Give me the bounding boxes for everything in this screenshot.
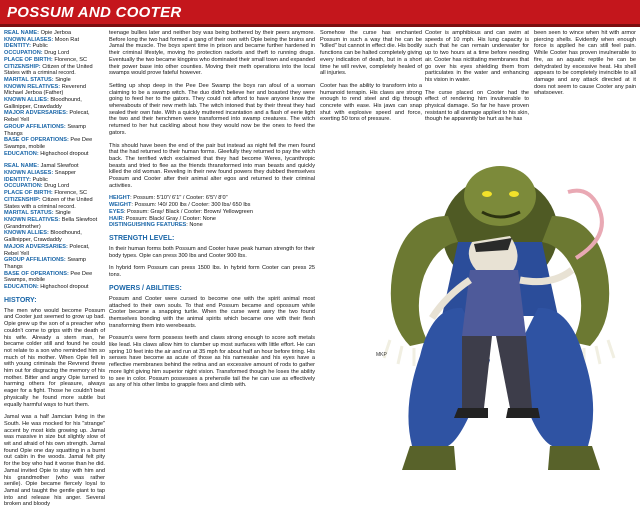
powers-paragraph: Possum's were form possess teeth and claws strong enough to score soft metals like lead. His claws allow him to clamber up most surfaces with little effort. He can spring 10 feet into the air and run at 35 mph for about half an hour before tiring. His senses have become as acute of those as his namesake and his eyes have a reflective membranes behind the retina and an excessive amount of rods to gather more light giving him superior night vision. Transformed though he loses the ability to see in color. Possum possesses a prehensile tail the he can use as effectively as any of his other limbs to grapple foes and climb with. <box>109 335 315 389</box>
profile-row: EDUCATION: Highschool dropout <box>4 284 89 291</box>
profile-row: GROUP AFFILIATIONS: Swamp Thangs <box>4 123 86 137</box>
profile-row: REAL NAME: Jamal Slewfoot <box>4 163 79 170</box>
powers-paragraph: Cooter has the ability to transform into a humanoid terrapin. His claws are strong enough to rend steel and dig through concrete with ease. His jaws can snap shut with explosive speed and force, exerting 50 tons of pressure. <box>320 82 422 123</box>
profile-row: OCCUPATION: Drug Lord <box>4 50 70 57</box>
physical-stats <box>109 195 315 229</box>
profile-row: PLACE OF BIRTH: Florence, SC <box>4 190 88 197</box>
powers-paragraph: Cooter is amphibious and can swim at speeds of 10 mph. His lung capacity is such that he can remain underwater for up to two hours at a time before needing air. Cooter has nictitating membranes that go over his eyes shielding them from particulates in the water and enhancing his vision in water. <box>425 30 529 83</box>
profile-row: GROUP AFFILIATIONS: Swamp Thangs <box>4 257 86 270</box>
history-paragraph: Jamal was a half Jamcian living in the South. He was mocked for his "strange" accent by most kids growing up. Jamal was massive in size but slightly slow of wit and afraid of his own strength. Jamal found Opie one day squatting in a burnt out cabin in the woods. Jamal felt pity for the boy who had it worse than he did. Jamal invited Opie to stay with him and his grandmother (who was rather senile). Opie became fiercely loyal to Jamal and taught the gentle giant to tap into and release his anger. Several broken and bloody <box>4 414 105 508</box>
profile-row: OCCUPATION: Drug Lord <box>4 183 70 190</box>
profile-row: MARITAL STATUS: Single <box>4 76 71 83</box>
profile-row: MAJOR ADVERSARIES: Polecat, Rebel Yell <box>4 110 90 124</box>
column-3 <box>320 30 422 129</box>
cooter-profile <box>4 163 105 290</box>
profile-row: REAL NAME: Opie Jerboa <box>4 30 72 36</box>
history-paragraph: The men who would become Possum and Cooter just seemed to grow up bad. Opie grew up the son of a preacher who couldn't come to grips with the death of his wife. Already a stern man, he became colder still and found he could not relate to a son who reminded him so much of his mother. When Opie fell in with young criminals the Revrend threw him out for disgracing the memory of his mother. Bitter and angry Opie turned to harming others for pleasure, always eager for a fight. Those he couldn't beat physically he found more subtle but equally harmful ways to hurt them. <box>4 307 105 408</box>
history-heading: HISTORY: <box>4 296 37 304</box>
profile-row: KNOWN ALLIES: Bloodhound, Gallinipper, Crawdaddy <box>4 230 82 244</box>
column-5 <box>534 30 636 103</box>
artist-signature: MKP <box>376 352 387 358</box>
powers-heading: POWERS / ABILITIES: <box>109 284 182 292</box>
profile-row: KNOWN ALIASES: Snapper <box>4 170 76 177</box>
powers-paragraph: Possum and Cooter were cursed to become one with the spirit animal most attached to their own souls. To that end Possum became and opossum while Cooter became a snapping turtle. When the curse went awry the two found themselves bonding with the animal spirits which became one with their flesh transforming them into werebeasts. <box>109 295 315 329</box>
stat-row: EYES: Possum: Gray/ Black / Cooter: Brown/ Yellowgreen <box>109 208 253 215</box>
stat-row: HEIGHT: Possum: 5'10"/ 6'1" / Cooter: 6'5"/ 8'0" <box>109 195 228 202</box>
title-bar <box>0 0 640 27</box>
strength-paragraph: In their human forms both Possum and Cooter have peak human strength for their body types. Opie can press 300 lbs and Cooter 900 lbs. <box>109 245 315 259</box>
powers-paragraph: Somehow the curse has enchanted Possum in such a way that he can be "killed" but cannot in effect die. His bodily functions can be halted completely giving every indication of death, but in a short time he will revive, completely healed of all injuries. <box>320 30 422 77</box>
possum-and-cooter-illustration <box>362 146 640 476</box>
stat-row: DISTINGUISHING FEATURES: None <box>109 222 203 229</box>
profile-row: KNOWN ALIASES: Moon Rat <box>4 36 80 43</box>
profile-row: IDENTITY: Public <box>4 43 48 50</box>
history-paragraph: teenage bullies later and neither boy was being bothered by their peers anymore. Before long the two had formed a gang of their own with Opie being the brains and Jamal the muscle. The boys spent time in prison and became further hardened in their criminal lifestyle, moving fro protection rackets and theft to running drugs. Eventually the two became kingpins who dominated their small town and expanded their power base into other counties. Moving their meth operations into the local swamps would prove fateful however. <box>109 30 315 77</box>
strength-heading: STRENGTH LEVEL: <box>109 234 175 242</box>
column-2 <box>109 30 315 395</box>
profile-row: KNOWN RELATIVES: Bella Slewfoot (Grandmother) <box>4 216 98 230</box>
profile-row: IDENTITY: Public <box>4 176 48 183</box>
profile-row: CITIZENSHIP: Citizen of the United States with a criminal record. <box>4 196 93 210</box>
possum-profile <box>4 30 105 157</box>
profile-row: BASE OF OPERATIONS: Pee Dee Swamps, mobile <box>4 137 93 150</box>
strength-paragraph: In hybrid form Possum can press 1500 lbs. In hybrid form Cooter can press 25 tons. <box>109 265 315 279</box>
history-paragraph: Setting up shop deep in the Pee Dee Swamp the boys ran afoul of a woman claiming to be a swamp witch. The duo didn't believe her and boasted they were going to feed her to the gators. They could not afford to have anyone know the whereabouts of their new meth lab. The witch intoned that by their threat they had sealed their own fate. With a quickly muttered incantation and a flash of eerie light the two and their henchmen were transformed into swamp creatures. The witch returned to her hut cackling about how they would now be the ones to feed the gators. <box>109 82 315 136</box>
powers-paragraph: been seen to wince when hit with armor piercing shells. Evidently when enough force is applied he can still feel pain. While Cooter has proven invulnerable to fire, as an aquatic reptile he can be dehydrated by excessive heat. His shell appears to be completely invincible to all damage and any attack directed at it does not seem to cause Cooter any pain whatsoever. <box>534 30 636 97</box>
column-1 <box>4 30 105 514</box>
profile-row: EDUCATION: Highschool dropout <box>4 150 89 157</box>
profile-row: MARITAL STATUS: Single <box>4 210 71 217</box>
profile-row: CITIZENSHIP: Citizen of the United States with a criminal record. <box>4 63 93 77</box>
powers-paragraph: The curse placed on Cooter had the effect of rendering him invulnerable to physical damage. So far he have proven resistant to all damage applied to his skin, though he apparently be hurt as he has <box>425 89 529 123</box>
stat-row: WEIGHT: Possum: !40/ 200 lbs / Cooter: 300 lbs/ 650 lbs <box>109 202 251 209</box>
page-title: POSSUM AND COOTER <box>7 4 182 21</box>
profile-row: MAJOR ADVERSARIES: Polecat, Rebel Yell <box>4 243 90 257</box>
profile-row: BASE OF OPERATIONS: Pee Dee Swamps, mobile <box>4 270 93 284</box>
column-4 <box>425 30 529 129</box>
history-paragraph: This should have been the end of the pair but instead as night fell the men found that the had returned to their human forms. Gleefully they returned to pay the witch back. The terrified witch exclaimed that they had become Weres, lycanthropic beasts and tried to flee as the friends thransformed into man beasts and quickly killed the old woman. Reveling in their new found powers they dubbed themselves Possum and Cooter after their animal alter egos and returned to their criminal activities. <box>109 142 315 189</box>
profile-row: KNOWN ALLIES: Bloodhound, Gallinipper, Crawdaddy <box>4 97 82 110</box>
profile-row: PLACE OF BIRTH: Florence, SC <box>4 56 88 63</box>
profile-row: KNOWN RELATIVES: Reverend Michael Jerboa (Father) <box>4 83 86 97</box>
stat-row: HAIR: Possum: Black/ Gray / Cooter: None <box>109 215 216 222</box>
